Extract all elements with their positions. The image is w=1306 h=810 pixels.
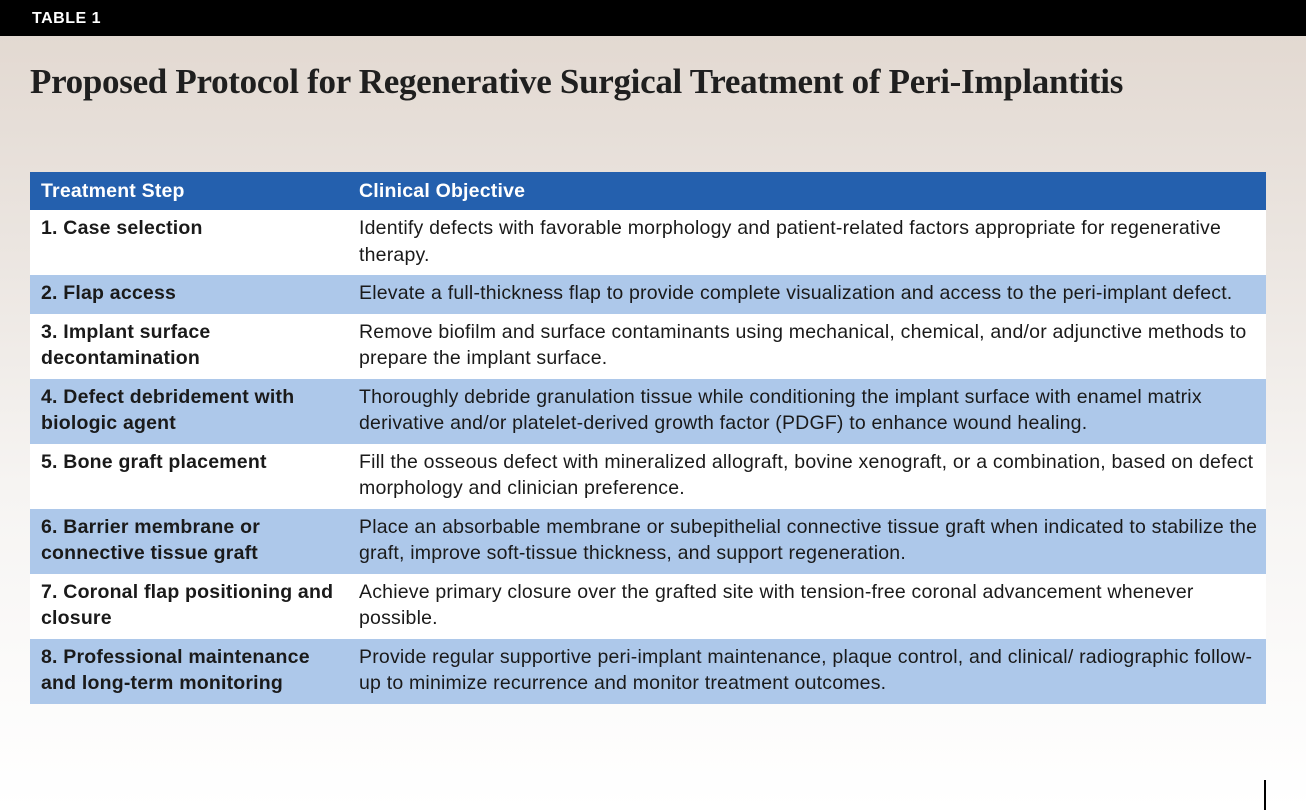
- protocol-table: [30, 172, 1266, 704]
- table-row: [30, 379, 1266, 444]
- table-row: [30, 639, 1266, 704]
- clinical-objective-cell: Achieve primary closure over the grafted site with tension-free coronal advancement whenever possible.: [348, 574, 1266, 639]
- protocol-table-container: [30, 172, 1266, 704]
- treatment-step-cell: 2. Flap access: [30, 275, 348, 314]
- treatment-step-cell: 3. Implant surface decontamination: [30, 314, 348, 379]
- clinical-objective-cell: Fill the osseous defect with mineralized allograft, bovine xenograft, or a combination, based on defect morphology and clinician preference.: [348, 444, 1266, 509]
- page-title: Proposed Protocol for Regenerative Surgical Treatment of Peri-Implantitis: [30, 62, 1124, 101]
- column-header-treatment-step: Treatment Step: [30, 172, 348, 210]
- treatment-step-cell: 1. Case selection: [30, 210, 348, 275]
- table-label-bar: [0, 0, 1306, 36]
- clinical-objective-cell: Thoroughly debride granulation tissue while conditioning the implant surface with enamel matrix derivative and/or platelet-derived growth factor (PDGF) to enhance wound healing.: [348, 379, 1266, 444]
- table-header-row: [30, 172, 1266, 210]
- treatment-step-cell: 8. Professional maintenance and long-term monitoring: [30, 639, 348, 704]
- clinical-objective-cell: Remove biofilm and surface contaminants using mechanical, chemical, and/or adjunctive methods to prepare the implant surface.: [348, 314, 1266, 379]
- treatment-step-cell: 5. Bone graft placement: [30, 444, 348, 509]
- table-row: [30, 314, 1266, 379]
- table-row: [30, 444, 1266, 509]
- treatment-step-cell: 6. Barrier membrane or connective tissue graft: [30, 509, 348, 574]
- table-row: [30, 509, 1266, 574]
- treatment-step-cell: 4. Defect debridement with biologic agent: [30, 379, 348, 444]
- page-edge-rule: [1264, 780, 1266, 810]
- table-row: [30, 275, 1266, 314]
- clinical-objective-cell: Identify defects with favorable morphology and patient-related factors appropriate for regenerative therapy.: [348, 210, 1266, 275]
- table-row: [30, 574, 1266, 639]
- clinical-objective-cell: Provide regular supportive peri-implant maintenance, plaque control, and clinical/ radiographic follow-up to minimize recurrence and monitor treatment outcomes.: [348, 639, 1266, 704]
- table-row: [30, 210, 1266, 275]
- treatment-step-cell: 7. Coronal flap positioning and closure: [30, 574, 348, 639]
- column-header-clinical-objective: Clinical Objective: [348, 172, 1266, 210]
- clinical-objective-cell: Place an absorbable membrane or subepithelial connective tissue graft when indicated to stabilize the graft, improve soft-tissue thickness, and support regeneration.: [348, 509, 1266, 574]
- table-label: TABLE 1: [32, 10, 101, 27]
- clinical-objective-cell: Elevate a full-thickness flap to provide complete visualization and access to the peri-implant defect.: [348, 275, 1266, 314]
